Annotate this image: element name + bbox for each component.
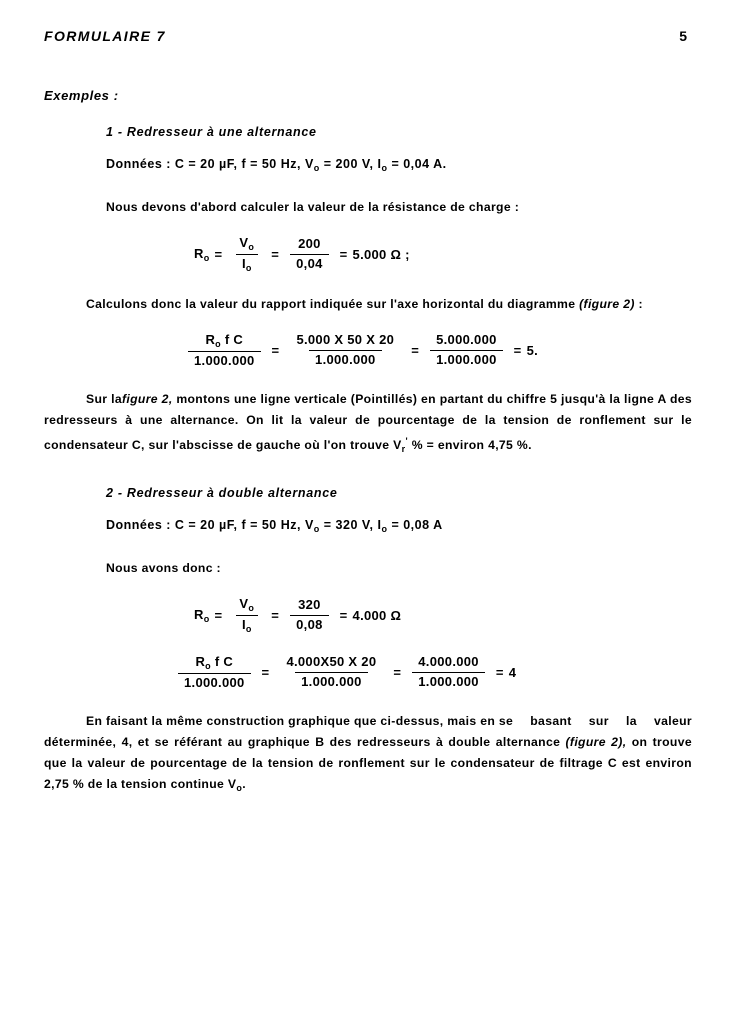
section-2-data-line-sub-1: o <box>313 523 320 534</box>
section-2-formula-1-frac-2-den: 0,08 <box>290 615 329 633</box>
section-2-formula-1-frac-1-den-sub: o <box>245 624 252 635</box>
section-2-paragraph-2-line-5-sub: o <box>236 782 243 793</box>
formula-1-frac-1-num-sub: o <box>248 242 255 252</box>
section-2-formula-2-fraction-3 <box>412 655 485 690</box>
document-body <box>44 88 692 817</box>
formula-1-fraction-1 <box>233 236 260 274</box>
section-1-paragraph-2 <box>44 294 692 315</box>
formula-1-equals-3: = <box>339 247 348 263</box>
data-line-sub-1: o <box>313 163 320 173</box>
section-2-formula-1-result: 4.000 Ω <box>352 608 402 624</box>
formula-1-frac-1-den-symbol: I <box>241 256 246 272</box>
section-2-formula-1-equals-1: = <box>214 608 223 624</box>
section-2-formula-1 <box>44 597 692 635</box>
section-1-paragraph-3-line3: de pourcentage de la tension de ronflement sur le condensateur C, sur <box>44 412 692 452</box>
section-2-formula-2-frac-1-num-tail: f C <box>210 653 234 669</box>
section-2-formula-1-lhs-sub: o <box>203 614 210 625</box>
section-2-formula-2-fraction-2 <box>280 655 382 690</box>
formula-1-lhs <box>194 246 210 263</box>
section-2-formula-2 <box>44 655 692 691</box>
section-2-heading: 2 - Redresseur à double alternance <box>106 485 338 500</box>
section-2-formula-2-frac-3-den: 1.000.000 <box>412 672 485 690</box>
formula-2-fraction-2 <box>290 333 400 368</box>
page-header <box>44 28 687 44</box>
section-2-formula-2-frac-1-num <box>189 655 239 673</box>
section-1-data-line <box>106 157 692 173</box>
formula-2-equals-3: = <box>513 343 522 359</box>
section-2-paragraph-2-line-3b: on trouve que la valeur de pourcentage de la <box>44 734 692 770</box>
formula-1-frac-2-num: 200 <box>298 236 321 252</box>
formula-1-equals-2: = <box>271 247 280 263</box>
section-2-formula-2-fraction-1 <box>178 655 251 691</box>
section-2-formula-1-frac-1-num-sub: o <box>248 602 255 613</box>
section-2-data-line-part-1: Données : C = 20 µF, f = 50 Hz, V <box>106 517 314 532</box>
section-2-paragraph-2-figref: (figure 2), <box>565 734 627 749</box>
formula-2-frac-1-num-sub: o <box>215 338 221 349</box>
section-1-paragraph-1: Nous devons d'abord calculer la valeur de la résistance de charge : <box>106 200 520 214</box>
formula-2-result: 5. <box>526 343 539 359</box>
formula-1-frac-1-den-sub: o <box>245 263 252 274</box>
formula-1-frac-2-den: 0,04 <box>290 254 329 272</box>
formula-1-frac-1-num-symbol: V <box>239 235 249 250</box>
section-2-formula-2-frac-1-den: 1.000.000 <box>178 673 251 691</box>
data-line-sub-2: o <box>381 163 388 173</box>
section-2-paragraph-2 <box>44 711 692 799</box>
data-line-part-2: = 200 V, I <box>319 157 382 171</box>
section-1-paragraph-3-line4-sub: r <box>401 443 406 454</box>
section-2-data-line-sub-2: o <box>381 523 388 534</box>
formula-2-frac-2-num: 5.000 X 50 X 20 <box>296 332 395 348</box>
section-1-paragraph-2-figref: (figure 2) <box>579 296 635 311</box>
section-1-heading: 1 - Redresseur à une alternance <box>106 125 317 139</box>
section-2-data-line-part-3: = 0,08 A <box>387 517 443 532</box>
formula-1-equals-1: = <box>214 247 223 263</box>
section-2-formula-2-result: 4 <box>508 665 517 681</box>
section-2-data-line-part-2: = 320 V, I <box>319 517 382 532</box>
section-2-paragraph-2-line-2: basant sur la valeur déterminée, 4, et se référant au graphique B des redresseurs <box>44 713 692 749</box>
section-2-formula-1-frac-1-den-symbol: I <box>241 617 246 633</box>
section-2-formula-2-equals-2: = <box>393 665 402 681</box>
section-2-formula-2-frac-1-num-sub: o <box>205 660 211 671</box>
formula-2-frac-1-num-symbol: R <box>205 331 216 347</box>
formula-2-equals-1: = <box>271 343 280 359</box>
section-1-paragraph-2-line-2: du diagramme <box>487 296 580 311</box>
section-2-formula-1-lhs <box>194 607 210 624</box>
page-number: 5 <box>679 28 687 44</box>
section-1-paragraph-3-line4-sup: ' <box>405 435 408 446</box>
section-2-paragraph-2-line-5a: la tension continue V <box>106 776 237 791</box>
section-2-formula-2-equals-3: = <box>495 665 504 681</box>
section-1-formula-1 <box>44 236 692 274</box>
section-1-formula-2 <box>44 333 692 369</box>
formula-2-frac-1-den: 1.000.000 <box>188 351 261 369</box>
section-2-formula-1-lhs-symbol: R <box>194 607 204 623</box>
data-line-part-1: Données : C = 20 µF, f = 50 Hz, V <box>106 157 314 171</box>
formula-2-equals-2: = <box>411 343 420 359</box>
formula-2-fraction-1 <box>188 333 261 369</box>
section-2-formula-1-frac-1-num-symbol: V <box>239 595 249 611</box>
formula-1-result: 5.000 Ω ; <box>352 247 410 263</box>
section-1-paragraph-3-lead: Sur la <box>86 391 122 406</box>
section-2-paragraph-2-line-1: En faisant la même construction graphique que ci-dessus, mais en se <box>86 713 514 728</box>
section-1-paragraph-3-line4-b: % = environ 4,75 %. <box>408 437 532 452</box>
section-1-paragraph-3 <box>44 389 692 460</box>
section-2-formula-1-frac-1-num <box>233 597 260 615</box>
section-2-paragraph-2-line-3a: à double alternance <box>435 734 566 749</box>
section-2-paragraph-2-line-4: tension de ronflement sur le condensateur de filtrage C est environ 2,75 % de <box>44 755 692 791</box>
section-2-formula-1-equals-3: = <box>339 608 348 624</box>
formula-1-fraction-2 <box>290 237 329 272</box>
examples-label: Exemples : <box>44 88 119 103</box>
section-1-paragraph-3-figref: figure 2, <box>121 391 173 406</box>
section-2-data-line <box>106 518 692 534</box>
data-line-part-3: = 0,04 A. <box>387 157 447 171</box>
section-1-paragraph-2-tail: : <box>634 296 643 311</box>
section-2-formula-1-equals-2: = <box>271 608 280 624</box>
section-1-paragraph-3-line4-a: l'abscisse de gauche où l'on trouve V <box>172 437 402 452</box>
formula-2-frac-1-num-tail: f C <box>220 331 244 347</box>
formula-1-frac-1-num <box>233 236 260 254</box>
header-title: FORMULAIRE 7 <box>44 28 166 44</box>
section-2-formula-2-equals-1: = <box>261 665 270 681</box>
formula-2-fraction-3 <box>430 333 503 368</box>
section-1-paragraph-3-line2: chiffre 5 jusqu'à la ligne A des redresseurs à une alternance. On lit la valeur <box>44 391 692 427</box>
section-2-formula-1-frac-2-num: 320 <box>298 597 321 613</box>
section-2-formula-1-fraction-2 <box>290 598 329 633</box>
formula-2-frac-3-num: 5.000.000 <box>436 332 497 348</box>
spacer-1 <box>44 478 692 486</box>
section-2-formula-2-frac-2-num: 4.000X50 X 20 <box>286 654 377 670</box>
section-2-paragraph-1: Nous avons donc : <box>106 560 221 575</box>
formula-2-frac-3-den: 1.000.000 <box>430 350 503 368</box>
formula-1-frac-1-den <box>236 254 258 273</box>
section-1-paragraph-2-line-1: Calculons donc la valeur du rapport indiquée sur l'axe horizontal <box>86 296 485 311</box>
formula-1-lhs-sub: o <box>203 253 210 264</box>
section-2-formula-1-fraction-1 <box>233 597 260 635</box>
section-2-formula-2-frac-2-den: 1.000.000 <box>295 672 368 690</box>
section-2-formula-2-frac-3-num: 4.000.000 <box>418 654 479 670</box>
formula-2-frac-2-den: 1.000.000 <box>309 350 382 368</box>
formula-1-lhs-symbol: R <box>194 246 204 262</box>
section-2-formula-1-frac-1-den <box>236 615 258 634</box>
section-1-paragraph-3-line1-tail: montons une ligne verticale (Pointillés) en partant du <box>172 391 503 406</box>
section-2-paragraph-2-line-5b: . <box>242 776 246 791</box>
formula-2-frac-1-num <box>199 333 249 351</box>
section-2-formula-2-frac-1-num-symbol: R <box>195 653 206 669</box>
